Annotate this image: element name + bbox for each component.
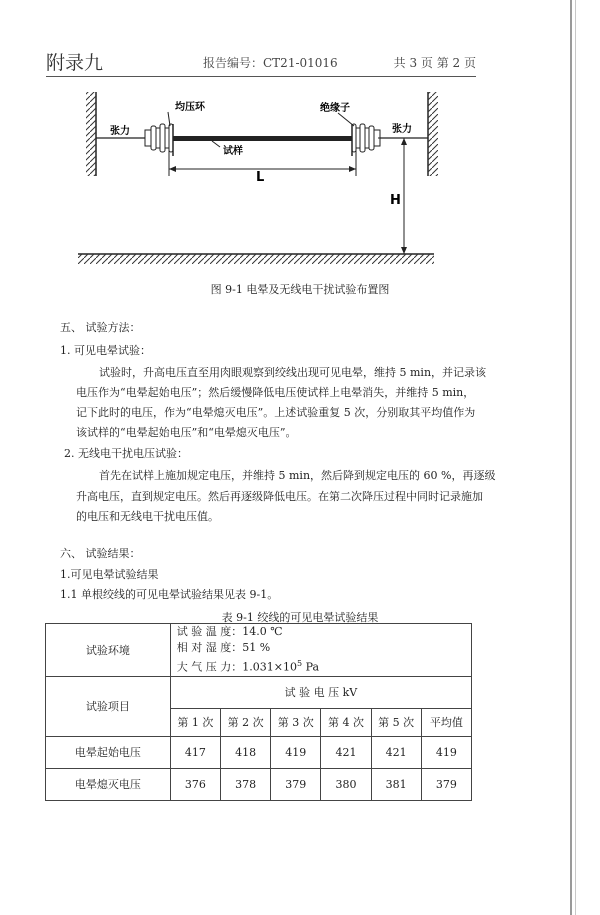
insulator-label: 绝缘子 <box>320 103 350 114</box>
table-cell: 380 <box>321 768 371 800</box>
insulator-leader <box>338 113 354 126</box>
row-label-extinction: 电晕熄灭电压 <box>46 768 171 800</box>
col-header-avg: 平均值 <box>421 708 471 736</box>
grading-ring-leader <box>168 112 170 126</box>
table-cell: 418 <box>220 736 270 768</box>
left-wall <box>86 92 96 176</box>
sample-label: 试样 <box>223 146 243 157</box>
appendix-title: 附录九 <box>46 52 104 74</box>
results-subheading-1-1: 1.1 单根绞线的可见电晕试验结果见表 9-1。 <box>60 588 279 601</box>
length-label: L <box>256 170 265 185</box>
item2-title: 2. 无线电干扰电压试验： <box>64 447 188 460</box>
table-caption: 表 9-1 绞线的可见电晕试验结果 <box>221 611 379 624</box>
tension-right-label: 张力 <box>392 124 412 135</box>
item1-line-4: 该试样的“电晕起始电压”和“电晕熄灭电压”。 <box>76 426 297 439</box>
table-cell: 417 <box>170 736 220 768</box>
tension-left-label: 张力 <box>110 126 130 137</box>
table-cell: 379 <box>271 768 321 800</box>
table-cell: 419 <box>271 736 321 768</box>
page-count: 共 3 页 第 2 页 <box>393 56 476 70</box>
grading-ring-label: 均压环 <box>175 102 205 113</box>
section6-heading: 六、 试验结果： <box>60 547 141 560</box>
ground <box>78 254 434 264</box>
report-number: 报告编号：CT21-01016 <box>203 56 338 70</box>
item2-line-3: 的电压和无线电干扰电压值。 <box>76 510 219 523</box>
results-subheading: 1.可见电晕试验结果 <box>60 568 159 581</box>
section5-heading: 五、 试验方法： <box>60 321 141 334</box>
results-table <box>45 623 472 801</box>
table-row <box>46 736 472 768</box>
table-cell: 376 <box>170 768 220 800</box>
table-cell: 378 <box>220 768 270 800</box>
env-pressure-exponent: 5 <box>297 659 303 668</box>
env-pressure-value: 大 气 压 力：1.031×10 <box>176 660 297 674</box>
item2-line-2: 升高电压，直到规定电压。然后再逐级降低电压。在第二次降压过程中同时记录施加 <box>76 490 483 503</box>
height-label: H <box>390 193 401 208</box>
item1-title: 1. 可见电晕试验： <box>60 344 151 357</box>
item-label-cell: 试验项目 <box>46 676 171 736</box>
voltage-header-cell: 试 验 电 压 kV <box>170 676 471 708</box>
table-row <box>46 768 472 800</box>
env-humidity: 相 对 湿 度：51 % <box>176 641 271 654</box>
env-label-cell: 试验环境 <box>46 624 171 677</box>
item1-line-1: 试验时，升高电压直至用肉眼观察到绞线出现可见电晕，维持 5 min，并记录该 <box>99 366 487 379</box>
col-header-3: 第 3 次 <box>271 708 321 736</box>
table-cell: 419 <box>421 736 471 768</box>
right-insulator <box>352 124 380 152</box>
env-pressure <box>177 656 471 676</box>
col-header-4: 第 4 次 <box>321 708 371 736</box>
left-insulator <box>145 124 173 152</box>
table-cell: 421 <box>371 736 421 768</box>
env-pressure-unit: Pa <box>302 660 320 674</box>
col-header-2: 第 2 次 <box>220 708 270 736</box>
sample-leader <box>212 141 220 147</box>
conductor-sample <box>173 136 352 141</box>
figure-caption: 图 9-1 电晕及无线电干扰试验布置图 <box>210 283 390 296</box>
item1-line-2: 电压作为“电晕起始电压”；然后缓慢降低电压使试样上电晕消失，并维持 5 min， <box>76 386 475 399</box>
test-layout-diagram <box>0 0 600 300</box>
col-header-5: 第 5 次 <box>371 708 421 736</box>
col-header-1: 第 1 次 <box>170 708 220 736</box>
right-wall <box>428 92 438 176</box>
row-label-inception: 电晕起始电压 <box>46 736 171 768</box>
table-cell: 381 <box>371 768 421 800</box>
table-cell: 421 <box>321 736 371 768</box>
env-temperature: 试 验 温 度：14.0 ℃ <box>176 625 283 638</box>
table-cell: 379 <box>421 768 471 800</box>
item1-line-3: 记下此时的电压，作为“电晕熄灭电压”。上述试验重复 5 次，分别取其平均值作为 <box>76 406 476 419</box>
item2-line-1: 首先在试样上施加规定电压，并维持 5 min，然后降到规定电压的 60 %，再逐级 <box>99 469 496 482</box>
env-values-cell <box>170 624 471 677</box>
